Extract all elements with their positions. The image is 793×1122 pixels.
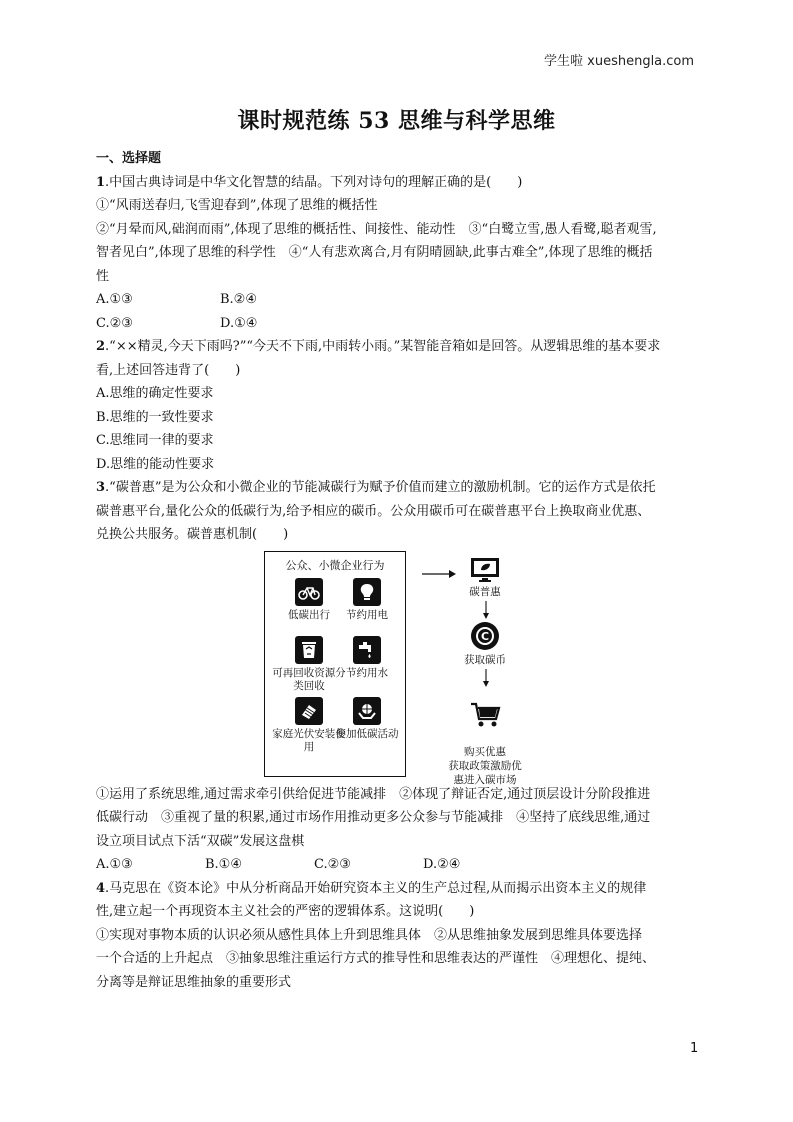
bicycle-icon (295, 578, 323, 606)
option-a: A.①③ (96, 857, 133, 872)
page-number: 1 (690, 1041, 699, 1056)
flow-step-get-coin (452, 621, 518, 667)
cart-icon (469, 701, 501, 729)
solar-panel-icon (295, 697, 323, 725)
down-arrow-icon (482, 669, 490, 687)
option-d: D.①④ (220, 315, 258, 331)
question-4 (96, 877, 696, 995)
option-c: C.②③ (96, 315, 133, 331)
question-stem: .马克思在《资本论》中从分析商品开始研究资本主义的生产总过程,从而揭示出资本主义的规律 (105, 880, 647, 896)
item-label: 参加低碳活动 (335, 727, 399, 740)
statement-line: 分离等是辩证思维抽象的重要形式 (96, 974, 292, 990)
statement-line: 一个合适的上升起点 ③抽象思维注重运行方式的推导性和思维表达的严谨性 ④理想化、提纯、 (96, 951, 656, 966)
statement-line: ①运用了系统思维,通过需求牵引供给促进节能减排 ②体现了辩证否定,通过顶层设计分阶段推进 (96, 786, 651, 802)
item-label: 家庭光伏安装使用 (272, 727, 346, 753)
item-label: 低碳出行 (288, 608, 330, 621)
question-number: 3 (96, 480, 106, 495)
flow-label: 购买优惠 获取政策激励优 惠进入碳市场 (448, 745, 522, 786)
behavior-box-title: 公众、小微企业行为 (285, 558, 385, 572)
statement-line: 设立项目试点下活“双碳”发展这盘棋 (96, 833, 305, 849)
option-a: A.①③ (96, 292, 133, 307)
behavior-item (327, 697, 407, 741)
option-c: C.②③ (314, 857, 351, 872)
bulb-icon (353, 578, 381, 606)
option-b: B.思维的一致性要求 (96, 409, 214, 425)
page-title: 课时规范练 53 思维与科学思维 (237, 108, 556, 134)
globe-hands-icon (353, 697, 381, 725)
question-number: 2 (96, 339, 106, 354)
question-3 (96, 476, 696, 877)
section-heading: 一、选择题 (96, 151, 162, 166)
flow-label: 碳普惠 (469, 585, 501, 598)
behavior-item (327, 636, 407, 680)
question-stem: .“碳普惠”是为公众和小微企业的节能减碳行为赋予价值而建立的激励机制。它的运作方式是依托 (105, 480, 656, 495)
option-a: A.思维的确定性要求 (96, 386, 214, 401)
recycle-bin-icon (295, 636, 323, 664)
right-arrow-icon (422, 569, 456, 579)
question-2 (96, 335, 696, 476)
statement-line: 性 (96, 268, 110, 284)
question-stem: .中国古典诗词是中华文化智慧的结晶。下列对诗句的理解正确的是( ) (105, 174, 523, 190)
statement-line: ①实现对事物本质的认识必须从感性具体上升到思维具体 ②从思维抽象发展到思维具体要选择 (96, 927, 643, 943)
statement-line: ①“风雨送春归,飞雪迎春到”,体现了思维的概括性 (96, 198, 378, 213)
flow-step-carbon-inclusion (452, 557, 518, 599)
question-1 (96, 171, 696, 336)
statement-line: ②“月晕而风,础润而雨”,体现了思维的概括性、间接性、能动性 ③“白鹭立雪,愚人看鹭,聪者观雪, (96, 221, 657, 237)
statement-line: 智者见白”,体现了思维的科学性 ④“人有悲欢离合,月有阴晴圆缺,此事古难全”,体现了思维的概括 (96, 245, 653, 260)
monitor-leaf-icon (470, 557, 500, 583)
question-stem-cont: 性,建立起一个再现资本主义社会的严密的逻辑体系。这说明( ) (96, 904, 475, 919)
question-number: 4 (96, 880, 106, 896)
question-number: 1 (96, 174, 106, 190)
behavior-box (264, 551, 406, 777)
option-b: B.①④ (205, 857, 242, 872)
statement-line: 低碳行动 ③重视了量的积累,通过市场作用推动更多公众参与节能减排 ④坚持了底线思维,通过 (96, 810, 651, 825)
item-label: 节约用水 (346, 666, 388, 679)
item-label: 节约用电 (346, 608, 388, 621)
question-stem-cont: 看,上述回答违背了( ) (96, 362, 241, 378)
option-d: D.②④ (423, 857, 461, 872)
svg-text:C: C (480, 629, 490, 643)
item-label: 可再回收资源分类回收 (272, 666, 346, 692)
flow-step-market (436, 687, 534, 787)
behavior-item (327, 578, 407, 622)
site-watermark: 学生啦 xueshengla.com (544, 54, 695, 69)
option-d: D.思维的能动性要求 (96, 456, 215, 472)
option-b: B.②④ (220, 292, 257, 307)
coin-icon (470, 621, 500, 651)
option-c: C.思维同一律的要求 (96, 433, 214, 448)
document-body (96, 147, 696, 994)
down-arrow-icon (482, 601, 490, 619)
question-stem: .“××精灵,今天下雨吗?”“今天不下雨,中雨转小雨。”某智能音箱如是回答。从逻辑思维的基本要求 (105, 339, 661, 354)
question-stem-cont: 兑换公共服务。碳普惠机制( ) (96, 527, 289, 542)
flow-label: 获取碳币 (464, 653, 506, 666)
carbon-inclusion-figure (96, 547, 696, 786)
question-stem-cont: 碳普惠平台,量化公众的低碳行为,给予相应的碳币。公众用碳币可在碳普惠平台上换取商业优惠、 (96, 503, 651, 519)
faucet-icon (353, 636, 381, 664)
